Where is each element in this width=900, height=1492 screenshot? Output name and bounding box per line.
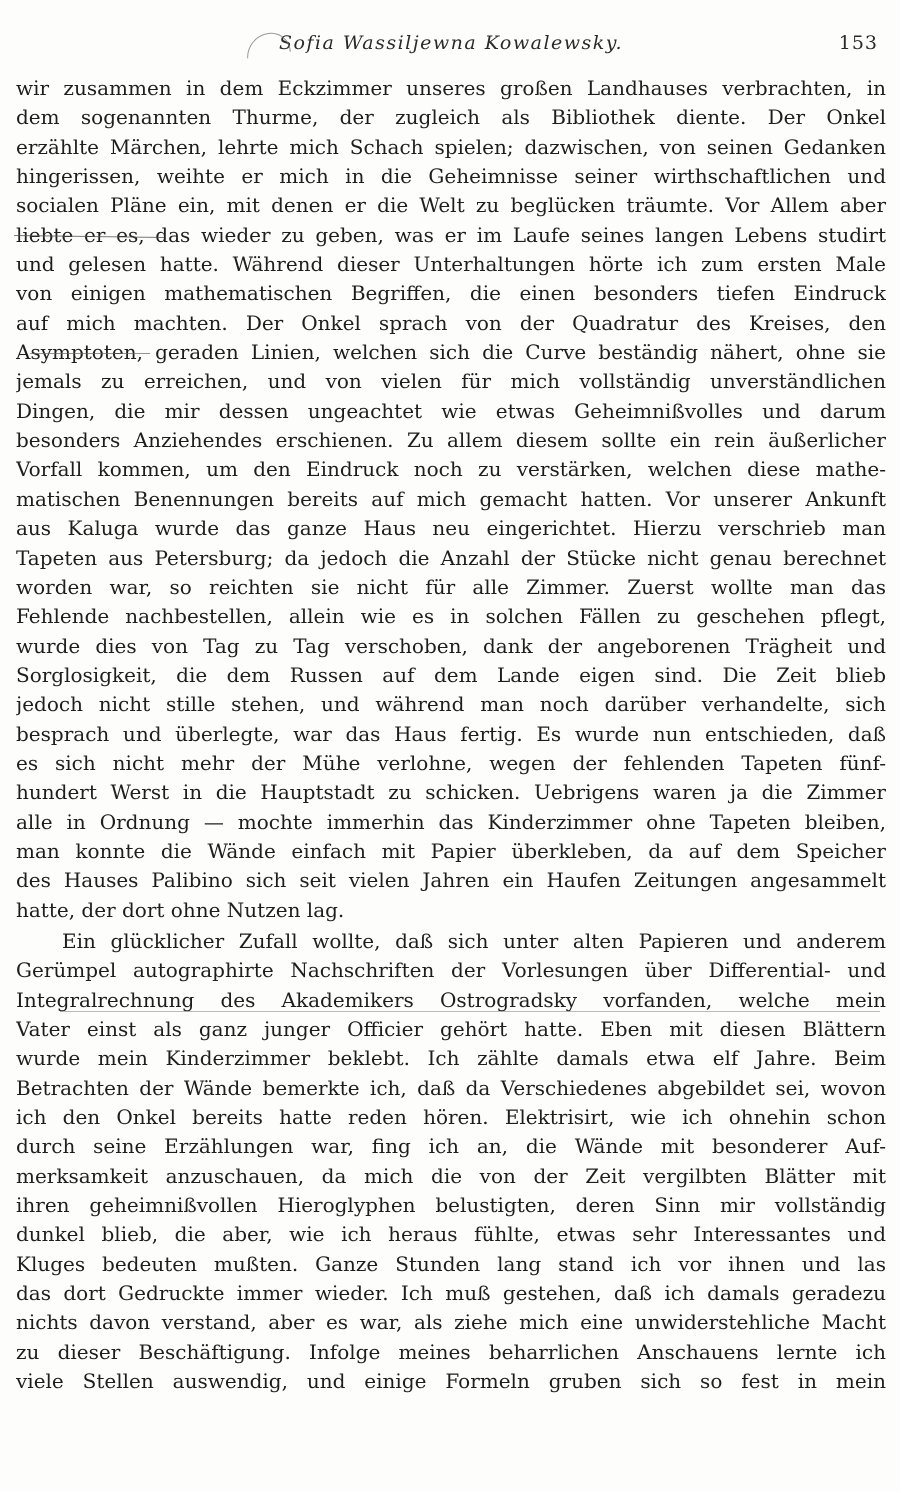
pencil-underline: [60, 1011, 880, 1012]
text-line: Dingen, die mir dessen ungeachtet wie etwas Geheimnißvolles und darum: [16, 398, 886, 423]
text-line: Kluges bedeuten mußten. Ganze Stunden lang stand ich vor ihnen und las: [16, 1251, 886, 1276]
running-title: Sofia Wassiljewna Kowalewsky.: [278, 32, 624, 54]
text-line: jemals zu erreichen, und von vielen für mich vollständig unverständlichen: [16, 369, 886, 394]
text-line: wurde dies von Tag zu Tag verschoben, dank der angeborenen Trägheit und: [16, 633, 886, 658]
text-line: aus Kaluga wurde das ganze Haus neu eingerichtet. Hierzu verschrieb man: [16, 516, 886, 541]
text-line: Gerümpel autographirte Nachschriften der Vorlesungen über Differential- und: [16, 958, 886, 983]
text-line: dem sogenannten Thurme, der zugleich als Bibliothek diente. Der Onkel: [16, 105, 886, 130]
paragraph-start-line: Ein glücklicher Zufall wollte, daß sich unter alten Papieren und anderem: [62, 928, 886, 953]
text-line: besonders Anziehendes erschienen. Zu allem diesem sollte ein rein äußerlicher: [16, 428, 886, 453]
text-line: dunkel blieb, die aber, wie ich heraus fühlte, etwas sehr Interessantes und: [16, 1222, 886, 1247]
text-line: und gelesen hatte. Während dieser Unterhaltungen hörte ich zum ersten Male: [16, 252, 886, 277]
pencil-underline: [30, 353, 150, 354]
text-line: ihren geheimnißvollen Hieroglyphen belustigten, deren Sinn mir vollständig: [16, 1193, 886, 1218]
text-line: jedoch nicht stille stehen, und während man noch darüber verhandelte, sich: [16, 692, 886, 717]
text-line: wir zusammen in dem Eckzimmer unseres großen Landhauses verbrachten, in: [16, 76, 886, 100]
text-line: viele Stellen auswendig, und einige Formeln gruben sich so fest in mein: [16, 1369, 886, 1394]
body-text: [16, 74, 886, 1396]
text-line: man konnte die Wände einfach mit Papier überkleben, da auf dem Speicher: [16, 838, 886, 863]
text-line: von einigen mathematischen Begriffen, die einen besonders tiefen Eindruck: [16, 281, 886, 306]
text-line: es sich nicht mehr der Mühe verlohne, wegen der fehlenden Tapeten fünf-: [16, 750, 886, 775]
text-line: socialen Pläne ein, mit denen er die Welt zu beglücken träumte. Vor Allem aber: [16, 193, 886, 218]
text-line: liebte er es, das wieder zu geben, was er im Laufe seines langen Lebens studirt: [16, 222, 886, 247]
text-line: das dort Gedruckte immer wieder. Ich muß gestehen, daß ich damals geradezu: [16, 1281, 886, 1306]
text-line: wurde mein Kinderzimmer beklebt. Ich zählte damals etwa elf Jahre. Beim: [16, 1046, 886, 1071]
text-line: merksamkeit anzuschauen, da mich die von der Zeit vergilbten Blätter mit: [16, 1163, 886, 1188]
text-line: worden war, so reichten sie nicht für alle Zimmer. Zuerst wollte man das: [16, 574, 886, 599]
text-line: Asymptoten, geraden Linien, welchen sich die Curve beständig nähert, ohne sie: [16, 340, 886, 365]
running-head: [16, 28, 886, 74]
text-line: Integralrechnung des Akademikers Ostrogradsky vorfanden, welche mein: [16, 987, 886, 1012]
page-number: 153: [838, 32, 878, 54]
text-line: auf mich machten. Der Onkel sprach von der Quadratur des Kreises, den: [16, 310, 886, 335]
text-line: hingerissen, weihte er mich in die Geheimnisse seiner wirthschaftlichen und: [16, 164, 886, 189]
text-line: ich den Onkel bereits hatte reden hören. Elektrisirt, wie ich ohnehin schon: [16, 1105, 886, 1130]
text-line: zu dieser Beschäftigung. Infolge meines beharrlichen Anschauens lernte ich: [16, 1339, 886, 1364]
text-line: Betrachten der Wände bemerkte ich, daß da Verschiedenes abgebildet sei, wovon: [16, 1075, 886, 1100]
text-line: nichts davon verstand, aber es war, als ziehe mich eine unwiderstehliche Macht: [16, 1310, 886, 1335]
text-line: Vater einst als ganz junger Officier gehört hatte. Eben mit diesen Blättern: [16, 1017, 886, 1041]
text-line: Tapeten aus Petersburg; da jedoch die Anzahl der Stücke nicht genau berechnet: [16, 545, 886, 570]
text-line: Fehlende nachbestellen, allein wie es in solchen Fällen zu geschehen pflegt,: [16, 604, 886, 629]
text-line: erzählte Märchen, lehrte mich Schach spielen; dazwischen, von seinen Gedanken: [16, 134, 886, 159]
text-line: hundert Werst in die Hauptstadt zu schicken. Uebrigens waren ja die Zimmer: [16, 780, 886, 805]
text-line: Vorfall kommen, um den Eindruck noch zu verstärken, welchen diese mathe-: [16, 457, 886, 482]
text-line: durch seine Erzählungen war, fing ich an, die Wände mit besonderer Auf-: [16, 1134, 886, 1159]
text-line: Sorglosigkeit, die dem Russen auf dem Lande eigen sind. Die Zeit blieb: [16, 662, 886, 687]
text-line: alle in Ordnung — mochte immerhin das Kinderzimmer ohne Tapeten bleiben,: [16, 809, 886, 834]
paragraph-end-line: hatte, der dort ohne Nutzen lag.: [16, 897, 345, 922]
text-line: besprach und überlegte, war das Haus fertig. Es wurde nun entschieden, daß: [16, 721, 886, 746]
text-line: matischen Benennungen bereits auf mich gemacht hatten. Vor unserer Ankunft: [16, 486, 886, 511]
text-line: des Hauses Palibino sich seit vielen Jahren ein Haufen Zeitungen angesammelt: [16, 868, 886, 893]
